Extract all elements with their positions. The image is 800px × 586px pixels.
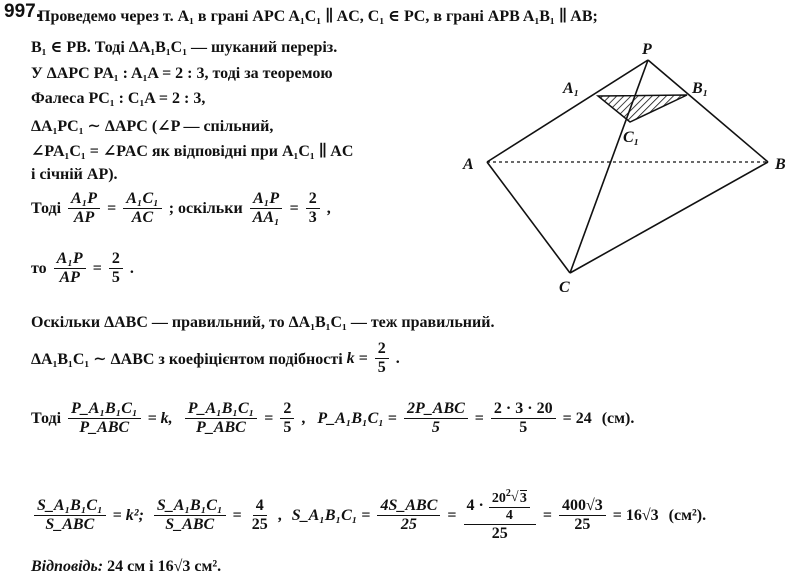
answer-label: Відповідь: <box>31 558 104 575</box>
fraction-area-ratio: $\frac{\text{S\_A₁B₁C₁}}{\text{S\_ABC}}$ <box>34 497 106 535</box>
fraction-area-ratio-2: $\frac{\text{S\_A₁B₁C₁}}{\text{S\_ABC}}$ <box>154 497 226 535</box>
perimeter-result: = 24 <box>562 409 592 427</box>
answer-line <box>31 558 221 576</box>
label-a: A <box>463 156 474 173</box>
fraction-a1p-ap-2: $\frac{\text{A₁P}}{AP}$ <box>54 250 86 288</box>
fraction-a1c1-ac: $\frac{\text{A₁C₁}}{AC}$ <box>123 190 162 228</box>
edge-pb <box>648 60 768 162</box>
similarity-line: ΔA₁B₁C₁ ∼ ΔABC з коефіцієнтом подібності k = $\frac{2}{5}$ . <box>31 340 400 377</box>
area-result: = 16√3 <box>612 506 659 524</box>
p-a1b1c1-label: P_A₁B₁C₁ <box>317 409 384 427</box>
similarity-text: ΔA₁B₁C₁ ∼ ΔABC з коефіцієнтом подібності <box>31 350 343 368</box>
text-line-3: У ΔAPC PA₁ : A₁A = 2 : 3, тоді за теоремою <box>31 65 333 82</box>
label-c: C <box>559 279 570 296</box>
eq-k: = k, <box>147 409 173 427</box>
pyramid-diagram <box>455 38 800 300</box>
unit-cm2: (см²). <box>668 506 707 524</box>
fraction-perimeter-ratio: $\frac{\text{P\_A₁B₁C₁}}{\text{P\_ABC}}$ <box>68 400 141 438</box>
fraction-4-25: $\frac{4}{25}$ <box>251 496 268 534</box>
to-word: то <box>31 259 47 277</box>
text-line-5: ΔA₁PC₁ ∼ ΔAPC (∠P — спільний, <box>31 118 274 135</box>
text-line-10: Оскільки ΔABC — правильний, то ΔA₁B₁C₁ — теж правильний. <box>31 314 495 331</box>
unit-cm: (см). <box>601 409 635 427</box>
label-b: B <box>775 156 786 173</box>
pyramid-svg <box>455 38 800 300</box>
text-line-1: Проведемо через т. A₁ в грані APC A₁C₁ ∥ AC, C₁ ∈ PC, в грані APB A₁B₁ ∥ AB; <box>38 8 598 25</box>
fraction-product-5: $\frac{2 \cdot 3 \cdot 20}{5}$ <box>491 400 556 438</box>
fraction-400sqrt3-25: $\frac{400√3}{25}$ <box>559 497 606 535</box>
section-triangle <box>598 95 687 122</box>
k-equals: k = <box>346 349 368 367</box>
fraction-a1p-aa1: $\frac{\text{A₁P}}{\text{AA₁}}$ <box>250 190 283 228</box>
perimeter-line: Тоді $\frac{\text{P\_A₁B₁C₁}}{\text{P\_ABC}}$ = k, $\frac{\text{P\_A₁B₁C₁}}{\text{P\_ABC}}$ = $\frac{2}{5}$ , P_A₁B₁C₁ = $\frac{\text{2P\_ABC}}{5}$ = $\frac{2 \cdot 3 \cdot 20}{5}$ = 24 (см). <box>31 400 635 437</box>
area-line: $\frac{\text{S\_A₁B₁C₁}}{\text{S\_ABC}}$ = k²; $\frac{\text{S\_A₁B₁C₁}}{\text{S\_ABC}}$ = $\frac{4}{25}$ , S_A₁B₁C₁ = $\frac{\text{4S\_ABC}}{25}$ = 4 · $\frac{20^2√ 3}{4}$ 25 = $\frac{400√3}{25}$ = 16√3 (см²). <box>31 488 706 544</box>
oskilky-word: ; оскільки <box>168 199 243 217</box>
label-p: P <box>642 41 652 58</box>
fraction-a1p-ap: $\frac{\text{A₁P}}{AP}$ <box>68 190 100 228</box>
edge-ac <box>487 162 570 273</box>
eq-k2: = k²; <box>112 506 144 524</box>
answer-text: 24 см і 16√3 см². <box>107 558 222 575</box>
edge-pc <box>570 60 648 273</box>
problem-number: 997. <box>4 1 41 22</box>
edge-cb <box>570 162 768 273</box>
fraction-2p-5: $\frac{\text{2P\_ABC}}{5}$ <box>404 400 468 438</box>
fraction-2-3: $\frac{2}{3}$ <box>306 190 320 228</box>
fraction-nested-area: 4 · $\frac{20^2√ 3}{4}$ 25 <box>464 488 536 544</box>
fraction-2-5: $\frac{2}{5}$ <box>109 250 123 288</box>
ratio-line: Тоді $\frac{\text{A₁P}}{AP}$ = $\frac{\text{A₁C₁}}{AC}$ ; оскільки $\frac{\text{A₁P}}{\text{AA₁}}$ = $\frac{2}{3}$ , <box>31 190 331 227</box>
text-line-2: B₁ ∈ PB. Тоді ΔA₁B₁C₁ — шуканий переріз. <box>31 39 338 56</box>
fraction-k-2-5: $\frac{2}{5}$ <box>375 340 389 378</box>
ratio-result-line: то $\frac{\text{A₁P}}{AP}$ = $\frac{2}{5}$ . <box>31 250 134 287</box>
s-a1b1c1-label: S_A₁B₁C₁ <box>291 506 358 524</box>
label-c1: C₁ <box>623 129 640 146</box>
text-line-6: ∠PA₁C₁ = ∠PAC як відповідні при A₁C₁ ∥ AC <box>31 143 354 160</box>
label-a1: A₁ <box>563 80 580 97</box>
fraction-perimeter-ratio-2: $\frac{\text{P\_A₁B₁C₁}}{\text{P\_ABC}}$ <box>185 400 258 438</box>
text-line-4: Фалеса PC₁ : C₁A = 2 : 3, <box>31 90 206 107</box>
text-line-7: і січній AP). <box>31 166 118 183</box>
label-b1: B₁ <box>692 80 709 97</box>
todi-word-2: Тоді <box>31 409 62 427</box>
fraction-2-5-b: $\frac{2}{5}$ <box>280 400 294 438</box>
todi-word: Тоді <box>31 199 62 217</box>
fraction-4s-25: $\frac{\text{4S\_ABC}}{25}$ <box>377 497 440 535</box>
